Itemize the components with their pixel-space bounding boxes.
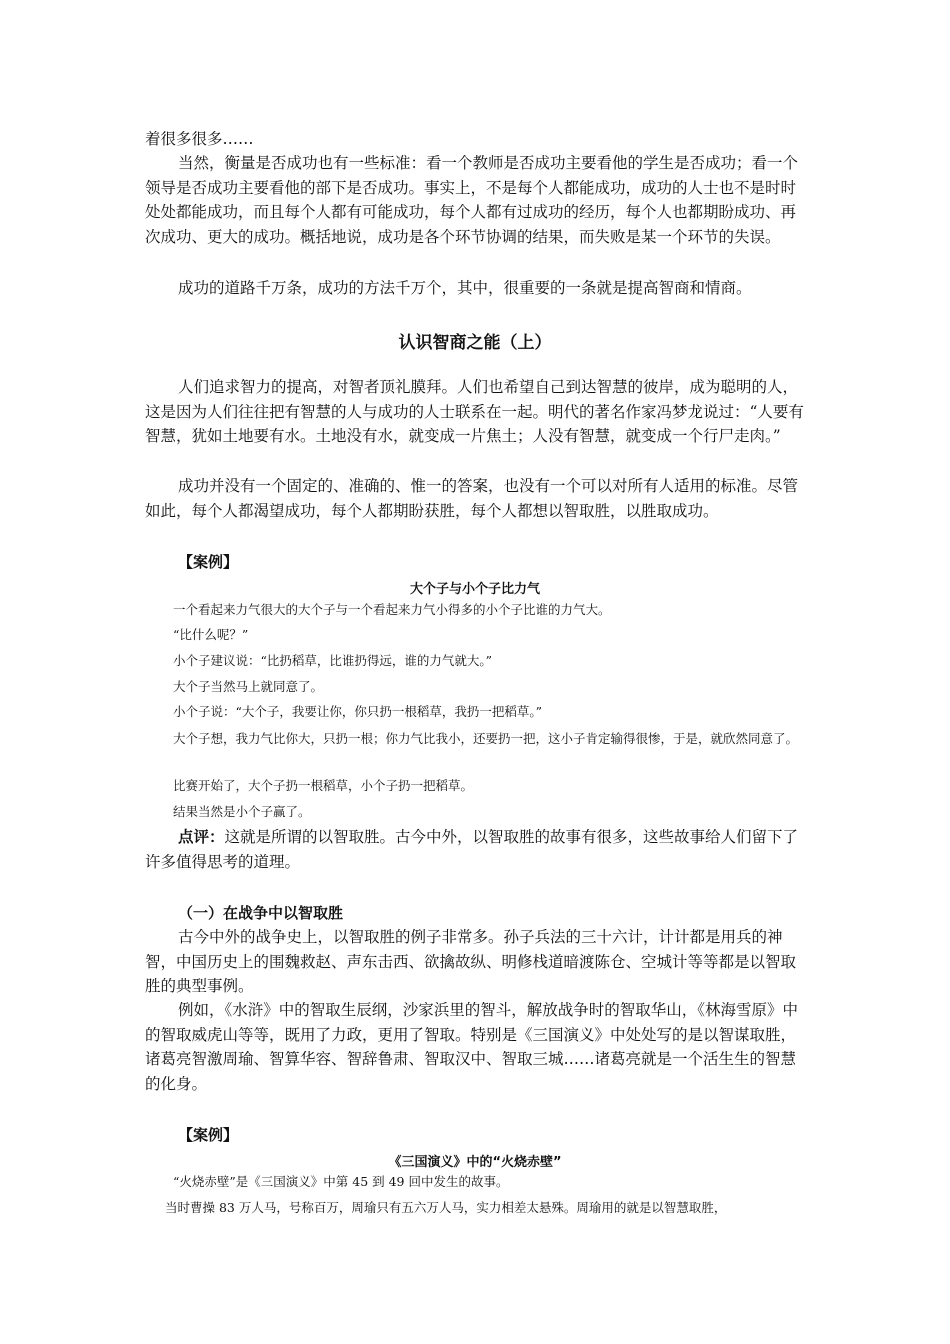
case-title: 《三国演义》中的“火烧赤壁” xyxy=(388,1155,562,1170)
comment-label: 点评： xyxy=(178,828,225,846)
case-title: 大个子与小个子比力气 xyxy=(409,582,540,597)
section-title: 认识智商之能（上） xyxy=(398,333,552,353)
case-story-line: 一个看起来力气很大的大个子与一个看起来力气小得多的小个子比谁的力气大。 xyxy=(173,602,611,617)
section-paragraph-1: 人们追求智力的提高，对智者顶礼膜拜。人们也希望自己到达智慧的彼岸，成为聪明的人，这是因为人们往往把有智慧的人与成功的人士联系在一起。明代的著名作家冯梦龙说过：“人要有智慧，犹如土地要有水。土地没有水，就变成一片焦土；人没有智慧，就变成一个行尸走肉。” xyxy=(145,378,804,445)
case-label: 【案例】 xyxy=(178,553,239,571)
subsection-paragraph-2: 例如，《水浒》中的智取生辰纲，沙家浜里的智斗，解放战争时的智取华山，《林海雪原》中的智取威虎山等等，既用了力政，更用了智取。特别是《三国演义》中处处写的是以智谋取胜，诸葛亮智激周瑜、智算华容、智辞鲁肃、智取汉中、智取三城……诸葛亮就是一个活生生的智慧的化身。 xyxy=(145,1001,799,1093)
comment-text: 这就是所谓的以智取胜。古今中外，以智取胜的故事有很多，这些故事给人们留下了许多值得思考的道理。 xyxy=(145,828,799,871)
case-story-line: 结果当然是小个子赢了。 xyxy=(173,804,311,819)
subsection-title: （一）在战争中以智取胜 xyxy=(178,904,344,922)
case-story-line: 大个子想，我力气比你大，只扔一根；你力气比我小，还要扔一把，这小子肯定输得很惨，于是，就欣然同意了。 xyxy=(173,731,799,746)
intro-paragraph-1: 当然，衡量是否成功也有一些标准：看一个教师是否成功主要看他的学生是否成功；看一个领导是否成功主要看他的部下是否成功。事实上，不是每个人都能成功，成功的人士也不是时时处处都能成功，而且每个人都有可能成功，每个人都有过成功的经历，每个人也都期盼成功、再次成功、更大的成功。概括地说，成功是各个环节协调的结果，而失败是某一个环节的失误。 xyxy=(145,154,799,246)
case-comment xyxy=(145,825,805,874)
subsection-paragraph-1: 古今中外的战争史上，以智取胜的例子非常多。孙子兵法的三十六计，计计都是用兵的神智，中国历史上的围魏救赵、声东击西、欲擒故纵、明修栈道暗渡陈仓、空城计等等都是以智取胜的典型事例。 xyxy=(145,928,797,995)
case-story-line: 当时曹操 83 万人马，号称百万，周瑜只有五六万人马，实力相差太悬殊。周瑜用的就是以智慧取胜， xyxy=(165,1200,727,1215)
intro-continuation: 着很多很多…… xyxy=(145,130,254,148)
intro-paragraph-2: 成功的道路千万条，成功的方法千万个，其中，很重要的一条就是提高智商和情商。 xyxy=(178,279,752,297)
case-story-line: 小个子说：“大个子，我要让你，你只扔一根稻草，我扔一把稻草。” xyxy=(173,704,543,719)
case-label: 【案例】 xyxy=(178,1126,239,1144)
case-story-line: “火烧赤壁”是《三国演义》中第 45 到 49 回中发生的故事。 xyxy=(173,1174,509,1189)
case-story-line: 大个子当然马上就同意了。 xyxy=(173,679,324,694)
case-story-line: “比什么呢？” xyxy=(173,627,249,642)
section-paragraph-2: 成功并没有一个固定的、准确的、惟一的答案，也没有一个可以对所有人适用的标准。尽管如此，每个人都渴望成功，每个人都期盼获胜，每个人都想以智取胜，以胜取成功。 xyxy=(145,477,799,520)
case-story-line: 比赛开始了，大个子扔一根稻草，小个子扔一把稻草。 xyxy=(173,778,474,793)
case-story-line: 小个子建议说：“比扔稻草，比谁扔得远，谁的力气就大。” xyxy=(173,653,493,668)
